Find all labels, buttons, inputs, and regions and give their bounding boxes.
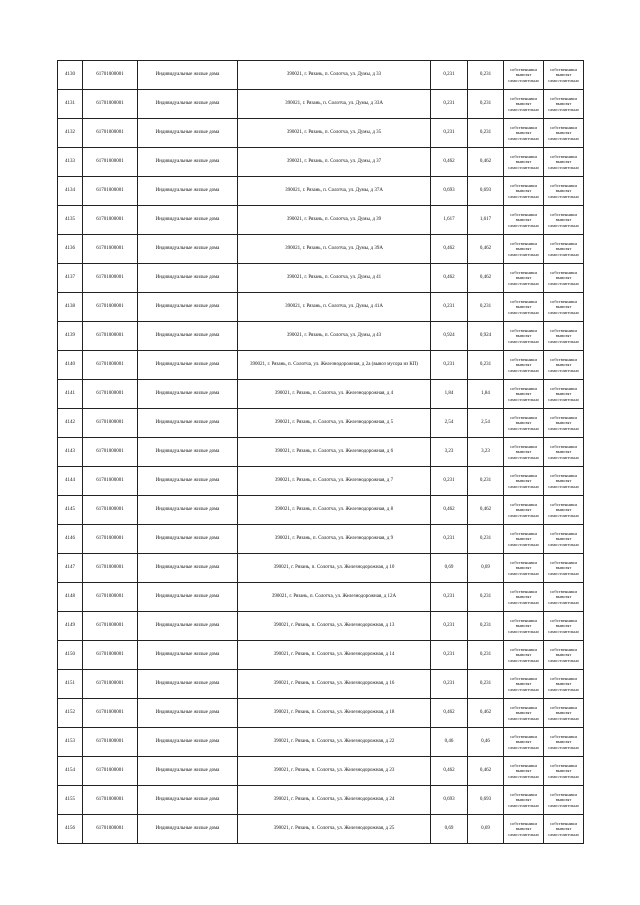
volume-value-2: 0,231: [468, 90, 504, 119]
volume-value: 0,462: [431, 699, 468, 728]
disposal-note: собственники вывозят самостоятельно: [504, 119, 544, 148]
oktmo-code: 61701000001: [83, 119, 138, 148]
volume-value: 0,462: [431, 757, 468, 786]
disposal-note: собственники вывозят самостоятельно: [504, 467, 544, 496]
object-type: Индивидуальные жилые дома: [138, 264, 238, 293]
object-type: Индивидуальные жилые дома: [138, 757, 238, 786]
volume-value-2: 0,462: [468, 496, 504, 525]
volume-value: 0,231: [431, 670, 468, 699]
object-type: Индивидуальные жилые дома: [138, 206, 238, 235]
object-type: Индивидуальные жилые дома: [138, 815, 238, 844]
disposal-note: собственники вывозят самостоятельно: [504, 148, 544, 177]
disposal-note: собственники вывозят самостоятельно: [504, 438, 544, 467]
table-row: [58, 786, 584, 815]
disposal-note: собственники вывозят самостоятельно: [504, 728, 544, 757]
disposal-note: собственники вывозят самостоятельно: [504, 264, 544, 293]
row-number: 4145: [58, 496, 83, 525]
address: 390021, г. Рязань, п. Солотча, ул. Думы, д 41А: [238, 293, 431, 322]
oktmo-code: 61701000001: [83, 699, 138, 728]
disposal-note: собственники вывозят самостоятельно: [504, 61, 544, 90]
volume-value-2: 0,231: [468, 670, 504, 699]
volume-value: 0,46: [431, 728, 468, 757]
disposal-note-2: собственники вывозят самостоятельно: [544, 728, 584, 757]
address: 390021, г. Рязань, п. Солотча, ул. Железнодорожная, д 22: [238, 728, 431, 757]
volume-value-2: 0,231: [468, 293, 504, 322]
disposal-note: собственники вывозят самостоятельно: [504, 641, 544, 670]
volume-value-2: 0,231: [468, 641, 504, 670]
address: 390021, г. Рязань, п. Солотча, ул. Думы, д 39А: [238, 235, 431, 264]
volume-value: 2,54: [431, 409, 468, 438]
object-type: Индивидуальные жилые дома: [138, 380, 238, 409]
row-number: 4151: [58, 670, 83, 699]
disposal-note: собственники вывозят самостоятельно: [504, 235, 544, 264]
disposal-note-2: собственники вывозят самостоятельно: [544, 438, 584, 467]
address: 390021, г. Рязань, п. Солотча, ул. Железнодорожная, д 2а (вывоз мусора из КП): [238, 351, 431, 380]
oktmo-code: 61701000001: [83, 235, 138, 264]
volume-value: 1,617: [431, 206, 468, 235]
row-number: 4155: [58, 786, 83, 815]
volume-value-2: 0,69: [468, 554, 504, 583]
volume-value: 0,69: [431, 554, 468, 583]
volume-value: 0,231: [431, 641, 468, 670]
address: 390021, г. Рязань, п. Солотча, ул. Железнодорожная, д 6: [238, 438, 431, 467]
row-number: 4153: [58, 728, 83, 757]
disposal-note-2: собственники вывозят самостоятельно: [544, 612, 584, 641]
disposal-note-2: собственники вывозят самостоятельно: [544, 583, 584, 612]
disposal-note-2: собственники вывозят самостоятельно: [544, 177, 584, 206]
disposal-note: собственники вывозят самостоятельно: [504, 525, 544, 554]
table-row: [58, 380, 584, 409]
row-number: 4156: [58, 815, 83, 844]
volume-value: 0,231: [431, 351, 468, 380]
object-type: Индивидуальные жилые дома: [138, 786, 238, 815]
disposal-note-2: собственники вывозят самостоятельно: [544, 380, 584, 409]
table-row: [58, 61, 584, 90]
object-type: Индивидуальные жилые дома: [138, 612, 238, 641]
table-row: [58, 90, 584, 119]
disposal-note-2: собственники вывозят самостоятельно: [544, 351, 584, 380]
oktmo-code: 61701000001: [83, 90, 138, 119]
row-number: 4146: [58, 525, 83, 554]
oktmo-code: 61701000001: [83, 380, 138, 409]
row-number: 4152: [58, 699, 83, 728]
volume-value: 0,231: [431, 612, 468, 641]
volume-value: 0,231: [431, 61, 468, 90]
table-row: [58, 409, 584, 438]
table-row: [58, 757, 584, 786]
table-row: [58, 525, 584, 554]
disposal-note-2: собственники вывозят самостоятельно: [544, 699, 584, 728]
table-row: [58, 264, 584, 293]
table-row: [58, 148, 584, 177]
oktmo-code: 61701000001: [83, 438, 138, 467]
oktmo-code: 61701000001: [83, 264, 138, 293]
table-row: [58, 612, 584, 641]
address: 390021, г. Рязань, п. Солотча, ул. Железнодорожная, д 23: [238, 757, 431, 786]
address: 390021, г. Рязань, п. Солотча, ул. Думы, д 37: [238, 148, 431, 177]
oktmo-code: 61701000001: [83, 148, 138, 177]
address: 390021, г. Рязань, п. Солотча, ул. Думы, д 43: [238, 322, 431, 351]
address: 390021, г. Рязань, п. Солотча, ул. Думы, д 37А: [238, 177, 431, 206]
volume-value-2: 0,462: [468, 235, 504, 264]
waste-register-table: [57, 60, 584, 844]
oktmo-code: 61701000001: [83, 554, 138, 583]
volume-value: 1,84: [431, 380, 468, 409]
volume-value-2: 0,693: [468, 177, 504, 206]
oktmo-code: 61701000001: [83, 467, 138, 496]
disposal-note-2: собственники вывозят самостоятельно: [544, 264, 584, 293]
volume-value-2: 0,462: [468, 757, 504, 786]
disposal-note-2: собственники вывозят самостоятельно: [544, 206, 584, 235]
volume-value: 0,231: [431, 293, 468, 322]
volume-value-2: 0,231: [468, 467, 504, 496]
oktmo-code: 61701000001: [83, 815, 138, 844]
object-type: Индивидуальные жилые дома: [138, 525, 238, 554]
disposal-note: собственники вывозят самостоятельно: [504, 351, 544, 380]
object-type: Индивидуальные жилые дома: [138, 728, 238, 757]
row-number: 4134: [58, 177, 83, 206]
object-type: Индивидуальные жилые дома: [138, 467, 238, 496]
disposal-note: собственники вывозят самостоятельно: [504, 612, 544, 641]
volume-value-2: 2,54: [468, 409, 504, 438]
row-number: 4136: [58, 235, 83, 264]
row-number: 4147: [58, 554, 83, 583]
address: 390021, г. Рязань, п. Солотча, ул. Железнодорожная, д 10: [238, 554, 431, 583]
disposal-note-2: собственники вывозят самостоятельно: [544, 554, 584, 583]
table-row: [58, 815, 584, 844]
volume-value: 0,69: [431, 815, 468, 844]
oktmo-code: 61701000001: [83, 583, 138, 612]
volume-value-2: 0,693: [468, 786, 504, 815]
table-row: [58, 438, 584, 467]
disposal-note: собственники вывозят самостоятельно: [504, 786, 544, 815]
object-type: Индивидуальные жилые дома: [138, 670, 238, 699]
object-type: Индивидуальные жилые дома: [138, 61, 238, 90]
disposal-note: собственники вывозят самостоятельно: [504, 322, 544, 351]
row-number: 4133: [58, 148, 83, 177]
table-row: [58, 728, 584, 757]
disposal-note-2: собственники вывозят самостоятельно: [544, 119, 584, 148]
volume-value: 0,462: [431, 235, 468, 264]
oktmo-code: 61701000001: [83, 351, 138, 380]
volume-value-2: 1,84: [468, 380, 504, 409]
disposal-note: собственники вывозят самостоятельно: [504, 815, 544, 844]
table-row: [58, 496, 584, 525]
volume-value-2: 0,231: [468, 61, 504, 90]
row-number: 4135: [58, 206, 83, 235]
table-row: [58, 351, 584, 380]
table-row: [58, 119, 584, 148]
disposal-note: собственники вывозят самостоятельно: [504, 380, 544, 409]
oktmo-code: 61701000001: [83, 525, 138, 554]
oktmo-code: 61701000001: [83, 757, 138, 786]
volume-value-2: 0,924: [468, 322, 504, 351]
volume-value: 0,231: [431, 583, 468, 612]
object-type: Индивидуальные жилые дома: [138, 322, 238, 351]
disposal-note-2: собственники вывозят самостоятельно: [544, 467, 584, 496]
row-number: 4140: [58, 351, 83, 380]
disposal-note: собственники вывозят самостоятельно: [504, 496, 544, 525]
oktmo-code: 61701000001: [83, 177, 138, 206]
object-type: Индивидуальные жилые дома: [138, 351, 238, 380]
disposal-note-2: собственники вывозят самостоятельно: [544, 786, 584, 815]
row-number: 4137: [58, 264, 83, 293]
table-row: [58, 554, 584, 583]
object-type: Индивидуальные жилые дома: [138, 641, 238, 670]
object-type: Индивидуальные жилые дома: [138, 554, 238, 583]
disposal-note: собственники вывозят самостоятельно: [504, 699, 544, 728]
volume-value: 0,231: [431, 525, 468, 554]
row-number: 4149: [58, 612, 83, 641]
disposal-note-2: собственники вывозят самостоятельно: [544, 641, 584, 670]
oktmo-code: 61701000001: [83, 641, 138, 670]
disposal-note-2: собственники вывозят самостоятельно: [544, 670, 584, 699]
disposal-note: собственники вывозят самостоятельно: [504, 293, 544, 322]
disposal-note-2: собственники вывозят самостоятельно: [544, 496, 584, 525]
address: 390021, г. Рязань, п. Солотча, ул. Железнодорожная, д 12А: [238, 583, 431, 612]
address: 390021, г. Рязань, п. Солотча, ул. Железнодорожная, д 24: [238, 786, 431, 815]
object-type: Индивидуальные жилые дома: [138, 119, 238, 148]
row-number: 4141: [58, 380, 83, 409]
oktmo-code: 61701000001: [83, 206, 138, 235]
volume-value: 0,924: [431, 322, 468, 351]
address: 390021, г. Рязань, п. Солотча, ул. Железнодорожная, д 9: [238, 525, 431, 554]
disposal-note-2: собственники вывозят самостоятельно: [544, 235, 584, 264]
object-type: Индивидуальные жилые дома: [138, 235, 238, 264]
address: 390021, г. Рязань, п. Солотча, ул. Думы, д 39: [238, 206, 431, 235]
oktmo-code: 61701000001: [83, 61, 138, 90]
row-number: 4144: [58, 467, 83, 496]
row-number: 4142: [58, 409, 83, 438]
volume-value: 0,231: [431, 467, 468, 496]
volume-value-2: 3,23: [468, 438, 504, 467]
row-number: 4148: [58, 583, 83, 612]
object-type: Индивидуальные жилые дома: [138, 583, 238, 612]
volume-value: 0,693: [431, 786, 468, 815]
address: 390021, г. Рязань, п. Солотча, ул. Железнодорожная, д 4: [238, 380, 431, 409]
disposal-note: собственники вывозят самостоятельно: [504, 757, 544, 786]
oktmo-code: 61701000001: [83, 293, 138, 322]
disposal-note: собственники вывозят самостоятельно: [504, 670, 544, 699]
disposal-note: собственники вывозят самостоятельно: [504, 177, 544, 206]
disposal-note-2: собственники вывозят самостоятельно: [544, 757, 584, 786]
address: 390021, г. Рязань, п. Солотча, ул. Думы, д 33А: [238, 90, 431, 119]
table-row: [58, 177, 584, 206]
object-type: Индивидуальные жилые дома: [138, 90, 238, 119]
object-type: Индивидуальные жилые дома: [138, 496, 238, 525]
address: 390021, г. Рязань, п. Солотча, ул. Железнодорожная, д 13: [238, 612, 431, 641]
object-type: Индивидуальные жилые дома: [138, 409, 238, 438]
volume-value: 0,462: [431, 496, 468, 525]
oktmo-code: 61701000001: [83, 728, 138, 757]
row-number: 4143: [58, 438, 83, 467]
oktmo-code: 61701000001: [83, 409, 138, 438]
table-row: [58, 206, 584, 235]
row-number: 4130: [58, 61, 83, 90]
volume-value-2: 0,231: [468, 612, 504, 641]
oktmo-code: 61701000001: [83, 670, 138, 699]
disposal-note: собственники вывозят самостоятельно: [504, 409, 544, 438]
table-row: [58, 583, 584, 612]
table-row: [58, 467, 584, 496]
address: 390021, г. Рязань, п. Солотча, ул. Думы, д 35: [238, 119, 431, 148]
object-type: Индивидуальные жилые дома: [138, 438, 238, 467]
object-type: Индивидуальные жилые дома: [138, 293, 238, 322]
volume-value: 0,462: [431, 264, 468, 293]
table-row: [58, 641, 584, 670]
table-row: [58, 235, 584, 264]
address: 390021, г. Рязань, п. Солотча, ул. Железнодорожная, д 5: [238, 409, 431, 438]
address: 390021, г. Рязань, п. Солотча, ул. Железнодорожная, д 14: [238, 641, 431, 670]
volume-value-2: 0,231: [468, 119, 504, 148]
disposal-note: собственники вывозят самостоятельно: [504, 90, 544, 119]
object-type: Индивидуальные жилые дома: [138, 177, 238, 206]
volume-value-2: 0,462: [468, 148, 504, 177]
object-type: Индивидуальные жилые дома: [138, 148, 238, 177]
address: 390021, г. Рязань, п. Солотча, ул. Железнодорожная, д 18: [238, 699, 431, 728]
volume-value: 0,693: [431, 177, 468, 206]
disposal-note-2: собственники вывозят самостоятельно: [544, 409, 584, 438]
volume-value-2: 0,46: [468, 728, 504, 757]
address: 390021, г. Рязань, п. Солотча, ул. Думы, д 33: [238, 61, 431, 90]
table-row: [58, 293, 584, 322]
table-row: [58, 670, 584, 699]
address: 390021, г. Рязань, п. Солотча, ул. Железнодорожная, д 25: [238, 815, 431, 844]
oktmo-code: 61701000001: [83, 496, 138, 525]
row-number: 4138: [58, 293, 83, 322]
volume-value: 0,231: [431, 90, 468, 119]
address: 390021, г. Рязань, п. Солотча, ул. Железнодорожная, д 7: [238, 467, 431, 496]
row-number: 4131: [58, 90, 83, 119]
volume-value-2: 0,69: [468, 815, 504, 844]
disposal-note-2: собственники вывозят самостоятельно: [544, 322, 584, 351]
volume-value-2: 0,231: [468, 525, 504, 554]
disposal-note-2: собственники вывозят самостоятельно: [544, 815, 584, 844]
disposal-note-2: собственники вывозят самостоятельно: [544, 90, 584, 119]
table-body: [58, 61, 584, 844]
row-number: 4154: [58, 757, 83, 786]
volume-value: 0,462: [431, 148, 468, 177]
disposal-note: собственники вывозят самостоятельно: [504, 206, 544, 235]
address: 390021, г. Рязань, п. Солотча, ул. Железнодорожная, д 16: [238, 670, 431, 699]
table-row: [58, 322, 584, 351]
volume-value-2: 0,462: [468, 264, 504, 293]
disposal-note-2: собственники вывозят самостоятельно: [544, 61, 584, 90]
row-number: 4139: [58, 322, 83, 351]
volume-value-2: 0,462: [468, 699, 504, 728]
disposal-note: собственники вывозят самостоятельно: [504, 554, 544, 583]
disposal-note-2: собственники вывозят самостоятельно: [544, 148, 584, 177]
volume-value: 0,231: [431, 119, 468, 148]
disposal-note: собственники вывозят самостоятельно: [504, 583, 544, 612]
row-number: 4150: [58, 641, 83, 670]
volume-value-2: 1,617: [468, 206, 504, 235]
volume-value-2: 0,231: [468, 351, 504, 380]
volume-value: 3,23: [431, 438, 468, 467]
volume-value-2: 0,231: [468, 583, 504, 612]
oktmo-code: 61701000001: [83, 612, 138, 641]
oktmo-code: 61701000001: [83, 322, 138, 351]
object-type: Индивидуальные жилые дома: [138, 699, 238, 728]
oktmo-code: 61701000001: [83, 786, 138, 815]
table-row: [58, 699, 584, 728]
address: 390021, г. Рязань, п. Солотча, ул. Думы, д 41: [238, 264, 431, 293]
disposal-note-2: собственники вывозят самостоятельно: [544, 525, 584, 554]
address: 390021, г. Рязань, п. Солотча, ул. Железнодорожная, д 8: [238, 496, 431, 525]
row-number: 4132: [58, 119, 83, 148]
disposal-note-2: собственники вывозят самостоятельно: [544, 293, 584, 322]
